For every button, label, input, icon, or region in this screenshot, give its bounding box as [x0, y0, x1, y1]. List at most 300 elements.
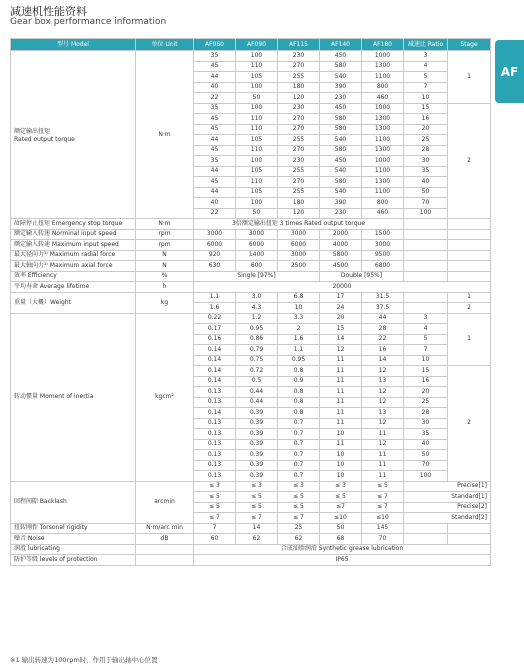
table-cell: 1000 [362, 103, 404, 114]
table-cell: ≤ 3 [320, 481, 362, 492]
lifetime-label: 平均寿命 Average lifetime [11, 282, 136, 293]
noise-unit: dB [136, 534, 194, 545]
nominal-speed-label: 额定输入转速 Norminal input speed [11, 229, 136, 240]
table-cell: ≤ 3 [278, 481, 320, 492]
table-cell: 44 [194, 72, 236, 83]
table-cell: 45 [194, 177, 236, 188]
table-row [11, 481, 491, 492]
table-cell: 270 [278, 177, 320, 188]
header-af060: AF060 [194, 39, 236, 51]
table-cell [448, 271, 491, 282]
header-af140: AF140 [320, 39, 362, 51]
table-cell: 10 [320, 429, 362, 440]
table-row [11, 51, 491, 62]
radial-force-label: 最大径向力¹⁾ Maximum radial force [11, 250, 136, 261]
table-cell [404, 303, 448, 314]
table-cell: 12 [362, 439, 404, 450]
lubricating-value: 合成油脂润滑 Synthetic grease lubrication [194, 544, 491, 555]
table-cell: 1300 [362, 145, 404, 156]
table-cell: 12 [362, 418, 404, 429]
max-speed-unit: rpm [136, 240, 194, 251]
table-cell: 2 [278, 324, 320, 335]
inertia-unit: kgcm² [136, 313, 194, 481]
torsional-rigidity-label: 扭转刚性 Torsonal rigidity [11, 523, 136, 534]
table-cell [448, 219, 491, 230]
table-cell: 0.39 [236, 450, 278, 461]
table-cell: 10 [320, 460, 362, 471]
table-cell: 180 [278, 198, 320, 209]
table-cell: 0.5 [236, 376, 278, 387]
table-cell: 0.8 [278, 408, 320, 419]
table-cell: 11 [320, 387, 362, 398]
table-cell: 44 [194, 135, 236, 146]
table-cell: 0.14 [194, 355, 236, 366]
table-cell [136, 544, 194, 555]
table-cell: 60 [194, 534, 236, 545]
table-cell: 0.44 [236, 397, 278, 408]
torque-label-en: Rated output torque [14, 135, 75, 143]
table-cell: ≤ 3 [236, 481, 278, 492]
table-cell: 230 [320, 208, 362, 219]
table-cell: 600 [236, 261, 278, 272]
stage-cell: 2 [448, 366, 491, 482]
table-cell: 270 [278, 124, 320, 135]
table-cell: 540 [320, 72, 362, 83]
protection-value: IP65 [194, 555, 491, 566]
table-cell: 110 [236, 124, 278, 135]
table-cell: 110 [236, 61, 278, 72]
af-side-tab[interactable]: AF [495, 40, 524, 103]
table-row [11, 555, 491, 566]
table-cell: ≤ 5 [194, 502, 236, 513]
table-cell: 3000 [362, 240, 404, 251]
table-cell: 11 [320, 376, 362, 387]
backlash-unit: arcmin [136, 481, 194, 523]
table-cell: 0.39 [236, 471, 278, 482]
table-cell: 13 [362, 376, 404, 387]
table-cell: 44 [194, 166, 236, 177]
table-cell: 1100 [362, 135, 404, 146]
table-row [11, 534, 491, 545]
table-cell: 0.7 [278, 429, 320, 440]
table-cell [448, 261, 491, 272]
table-cell: 31.5 [362, 292, 404, 303]
table-cell: 3000 [194, 229, 236, 240]
table-cell: ≤10 [362, 513, 404, 524]
table-cell: 0.72 [236, 366, 278, 377]
header-model: 型号 Model [11, 39, 136, 51]
table-cell: 0.7 [278, 471, 320, 482]
table-cell: ≤7 [320, 502, 362, 513]
table-cell: 390 [320, 198, 362, 209]
footnote: ※1 输出转速为100rpm时，作用于输出轴中心位置 [10, 656, 158, 664]
table-cell: 5 [404, 72, 448, 83]
table-cell: 3 [404, 313, 448, 324]
table-cell: 3000 [278, 229, 320, 240]
table-cell: 50 [236, 93, 278, 104]
table-cell: 24 [320, 303, 362, 314]
table-cell: 16 [362, 345, 404, 356]
table-cell: 0.13 [194, 460, 236, 471]
header-af090: AF090 [236, 39, 278, 51]
table-cell: 20 [404, 387, 448, 398]
table-cell: 11 [320, 408, 362, 419]
table-cell: 105 [236, 135, 278, 146]
table-cell: 10 [320, 450, 362, 461]
table-cell: 580 [320, 61, 362, 72]
emergency-unit: N·m [136, 219, 194, 230]
table-cell: 0.79 [236, 345, 278, 356]
table-cell: 11 [320, 355, 362, 366]
table-cell: 0.14 [194, 345, 236, 356]
table-cell: 12 [362, 387, 404, 398]
table-cell: 68 [320, 534, 362, 545]
table-cell [448, 534, 491, 545]
table-cell: 0.17 [194, 324, 236, 335]
table-cell: 45 [194, 124, 236, 135]
table-cell: 5800 [320, 250, 362, 261]
table-cell: 4.3 [236, 303, 278, 314]
table-cell: 12 [362, 397, 404, 408]
lifetime-value: 20000 [194, 282, 491, 293]
table-cell: 145 [362, 523, 404, 534]
table-cell: 3 [404, 51, 448, 62]
table-cell: 580 [320, 145, 362, 156]
table-cell: 1100 [362, 72, 404, 83]
table-cell: 6000 [278, 240, 320, 251]
table-cell: 540 [320, 135, 362, 146]
header-ratio: 减速比 Ratio [404, 39, 448, 51]
table-cell: 70 [404, 198, 448, 209]
stage-cell: 1 [448, 292, 491, 303]
table-row [11, 229, 491, 240]
radial-force-unit: N [136, 250, 194, 261]
table-cell: 12 [362, 366, 404, 377]
table-cell: 70 [404, 460, 448, 471]
table-cell: 255 [278, 187, 320, 198]
table-cell: 4500 [320, 261, 362, 272]
table-cell: 62 [236, 534, 278, 545]
efficiency-unit: % [136, 271, 194, 282]
table-cell: 0.13 [194, 429, 236, 440]
table-cell: 1.2 [236, 313, 278, 324]
efficiency-label: 效率 Efficiency [11, 271, 136, 282]
axial-force-label: 最大轴向力¹⁾ Maximum axial force [11, 261, 136, 272]
table-cell: 1100 [362, 166, 404, 177]
table-cell: 10 [404, 355, 448, 366]
table-cell: ≤ 7 [194, 513, 236, 524]
table-cell: 11 [320, 366, 362, 377]
table-cell: 0.75 [236, 355, 278, 366]
stage-cell: 2 [448, 103, 491, 219]
table-cell: 14 [362, 355, 404, 366]
table-cell: 2500 [278, 261, 320, 272]
table-cell: 40 [194, 82, 236, 93]
table-cell [404, 250, 448, 261]
table-cell [448, 229, 491, 240]
table-cell [448, 250, 491, 261]
torque-label [11, 51, 136, 219]
torsional-rigidity-unit: N·m/arc min [136, 523, 194, 534]
table-cell: 12 [320, 345, 362, 356]
table-cell: 6.8 [278, 292, 320, 303]
table-cell: 40 [194, 198, 236, 209]
table-cell: 2000 [320, 229, 362, 240]
table-cell: 1300 [362, 124, 404, 135]
table-cell: 105 [236, 166, 278, 177]
table-cell: 11 [362, 429, 404, 440]
efficiency-double: Double [95%] [320, 271, 404, 282]
table-cell: 45 [194, 61, 236, 72]
table-header-row [11, 39, 491, 51]
table-cell: 110 [236, 145, 278, 156]
table-cell: 22 [194, 208, 236, 219]
table-cell: 0.13 [194, 471, 236, 482]
table-cell: 0.44 [236, 387, 278, 398]
table-cell: 255 [278, 72, 320, 83]
table-cell: 0.39 [236, 429, 278, 440]
table-cell: 13 [362, 408, 404, 419]
table-row [11, 240, 491, 251]
table-cell: 28 [404, 145, 448, 156]
emergency-value: 3倍额定输出扭矩 3 times Rated output torque [194, 219, 404, 230]
table-cell: 40 [404, 177, 448, 188]
table-cell: 580 [320, 114, 362, 125]
table-cell: 100 [236, 82, 278, 93]
table-cell: 0.95 [278, 355, 320, 366]
table-cell: 5 [404, 334, 448, 345]
table-cell: 540 [320, 187, 362, 198]
table-cell: 1300 [362, 61, 404, 72]
noise-label: 噪音 Noise [11, 534, 136, 545]
table-cell: 0.8 [278, 397, 320, 408]
table-cell: 0.7 [278, 460, 320, 471]
table-cell: 35 [404, 166, 448, 177]
emergency-label: 故障停止扭矩 Emergency stop torque [11, 219, 136, 230]
table-cell: 0.13 [194, 418, 236, 429]
table-cell [448, 523, 491, 534]
table-cell [404, 523, 448, 534]
lubricating-label: 润滑 lubricating [11, 544, 136, 555]
table-cell: 1.6 [278, 334, 320, 345]
table-cell: 22 [362, 334, 404, 345]
table-cell: 180 [278, 82, 320, 93]
table-cell: 6000 [236, 240, 278, 251]
protection-label: 防护等级 levels of protection [11, 555, 136, 566]
table-cell: 0.16 [194, 334, 236, 345]
table-cell: 0.13 [194, 397, 236, 408]
table-cell: 1400 [236, 250, 278, 261]
table-row [11, 313, 491, 324]
table-cell: 7 [404, 82, 448, 93]
table-cell: 44 [194, 187, 236, 198]
table-cell: 4 [404, 324, 448, 335]
table-cell: 17 [320, 292, 362, 303]
table-cell: 800 [362, 198, 404, 209]
backlash-label: 回程间隙 Backlash [11, 481, 136, 523]
table-row [11, 282, 491, 293]
table-cell: ≤ 5 [320, 492, 362, 503]
table-cell: 100 [236, 51, 278, 62]
torque-unit: N·m [136, 51, 194, 219]
table-cell: 50 [404, 450, 448, 461]
table-cell: 0.8 [278, 366, 320, 377]
table-cell: 800 [362, 82, 404, 93]
table-cell: 105 [236, 72, 278, 83]
table-cell: 11 [362, 460, 404, 471]
table-cell: 10 [320, 471, 362, 482]
max-speed-label: 额定输入转速 Maximum input speed [11, 240, 136, 251]
header-unit: 单位 Unit [136, 39, 194, 51]
table-cell: 100 [236, 103, 278, 114]
efficiency-single: Single [97%] [194, 271, 320, 282]
table-cell: 37.5 [362, 303, 404, 314]
table-cell: 62 [278, 534, 320, 545]
lifetime-unit: h [136, 282, 194, 293]
table-cell: 100 [404, 471, 448, 482]
table-cell: 100 [236, 198, 278, 209]
table-cell: 120 [278, 93, 320, 104]
table-cell: 0.39 [236, 439, 278, 450]
table-cell [404, 534, 448, 545]
table-cell: 14 [320, 334, 362, 345]
page-title-cn: 减速机性能资料 [10, 5, 87, 18]
table-cell: 580 [320, 124, 362, 135]
table-row [11, 523, 491, 534]
table-cell: 0.8 [278, 387, 320, 398]
table-cell: ≤ 7 [236, 513, 278, 524]
backlash-precision-cell: Standard[1] [404, 492, 491, 503]
table-cell: 460 [362, 93, 404, 104]
table-cell: 25 [404, 397, 448, 408]
table-cell: 35 [194, 156, 236, 167]
stage-cell: 2 [448, 303, 491, 314]
table-cell: 7 [194, 523, 236, 534]
table-cell: 0.7 [278, 418, 320, 429]
table-cell: 40 [404, 439, 448, 450]
table-cell: ≤ 5 [278, 502, 320, 513]
table-cell: 1.1 [278, 345, 320, 356]
table-cell: 10 [278, 303, 320, 314]
table-cell: 270 [278, 114, 320, 125]
table-cell: 120 [278, 208, 320, 219]
stage-cell: 1 [448, 51, 491, 104]
table-cell: 16 [404, 376, 448, 387]
table-cell: 70 [362, 534, 404, 545]
table-cell: 11 [320, 418, 362, 429]
table-cell: 25 [404, 135, 448, 146]
table-cell [404, 261, 448, 272]
table-cell: 1500 [362, 229, 404, 240]
table-cell: 230 [278, 156, 320, 167]
table-cell [404, 271, 448, 282]
table-cell: 230 [278, 103, 320, 114]
stage-cell: 1 [448, 313, 491, 366]
table-cell: 1100 [362, 187, 404, 198]
table-cell: 270 [278, 61, 320, 72]
table-cell: 920 [194, 250, 236, 261]
table-cell: 255 [278, 166, 320, 177]
backlash-precision-cell: Standard[2] [404, 513, 491, 524]
table-cell: 0.14 [194, 366, 236, 377]
table-cell: ≤ 7 [278, 513, 320, 524]
table-cell: ≤ 7 [362, 502, 404, 513]
table-cell: 1.6 [194, 303, 236, 314]
table-cell: 3000 [236, 229, 278, 240]
table-cell: 0.13 [194, 387, 236, 398]
table-cell: 35 [404, 429, 448, 440]
table-cell: ≤ 7 [362, 492, 404, 503]
table-cell: 30 [404, 418, 448, 429]
table-cell: ≤ 5 [278, 492, 320, 503]
table-cell: 390 [320, 82, 362, 93]
table-cell: 1.1 [194, 292, 236, 303]
table-cell: 1000 [362, 51, 404, 62]
weight-unit: kg [136, 292, 194, 313]
header-stage: Stage [448, 39, 491, 51]
inertia-label: 转动惯量 Moment of inertia [11, 313, 136, 481]
table-cell: 460 [362, 208, 404, 219]
table-cell [448, 240, 491, 251]
table-cell: 0.9 [278, 376, 320, 387]
table-cell: 255 [278, 135, 320, 146]
table-cell: 50 [320, 523, 362, 534]
table-cell: 11 [320, 439, 362, 450]
table-cell: 11 [362, 471, 404, 482]
table-cell: 14 [236, 523, 278, 534]
table-cell: 11 [320, 397, 362, 408]
header-af115: AF115 [278, 39, 320, 51]
table-cell: 22 [194, 93, 236, 104]
table-cell: 30 [404, 156, 448, 167]
table-cell: 105 [236, 187, 278, 198]
table-cell: 0.13 [194, 439, 236, 450]
table-cell: 0.14 [194, 408, 236, 419]
table-cell: 35 [194, 103, 236, 114]
table-row [11, 261, 491, 272]
table-cell: 110 [236, 177, 278, 188]
table-cell: ≤ 5 [236, 492, 278, 503]
table-cell: 20 [404, 124, 448, 135]
torque-label-cn: 额定输出扭矩 [14, 127, 51, 135]
table-cell: 1300 [362, 114, 404, 125]
table-cell [404, 219, 448, 230]
table-cell: 6000 [194, 240, 236, 251]
table-cell: 20 [320, 313, 362, 324]
table-cell: 4000 [320, 240, 362, 251]
table-cell: 45 [194, 145, 236, 156]
table-cell: ≤10 [320, 513, 362, 524]
table-cell: 450 [320, 103, 362, 114]
backlash-precision-cell: Precise[2] [404, 502, 491, 513]
table-cell: 10 [404, 93, 448, 104]
table-cell: 0.86 [236, 334, 278, 345]
table-cell: 1300 [362, 177, 404, 188]
table-cell: 15 [404, 366, 448, 377]
table-cell: 3.3 [278, 313, 320, 324]
table-cell: 450 [320, 51, 362, 62]
table-cell: 3.0 [236, 292, 278, 303]
table-cell: 580 [320, 177, 362, 188]
table-cell: 100 [404, 208, 448, 219]
table-cell [404, 292, 448, 303]
table-cell: 100 [236, 156, 278, 167]
table-cell: 28 [404, 408, 448, 419]
table-cell: 0.14 [194, 376, 236, 387]
table-row [11, 219, 491, 230]
table-cell [136, 555, 194, 566]
table-cell: 0.22 [194, 313, 236, 324]
